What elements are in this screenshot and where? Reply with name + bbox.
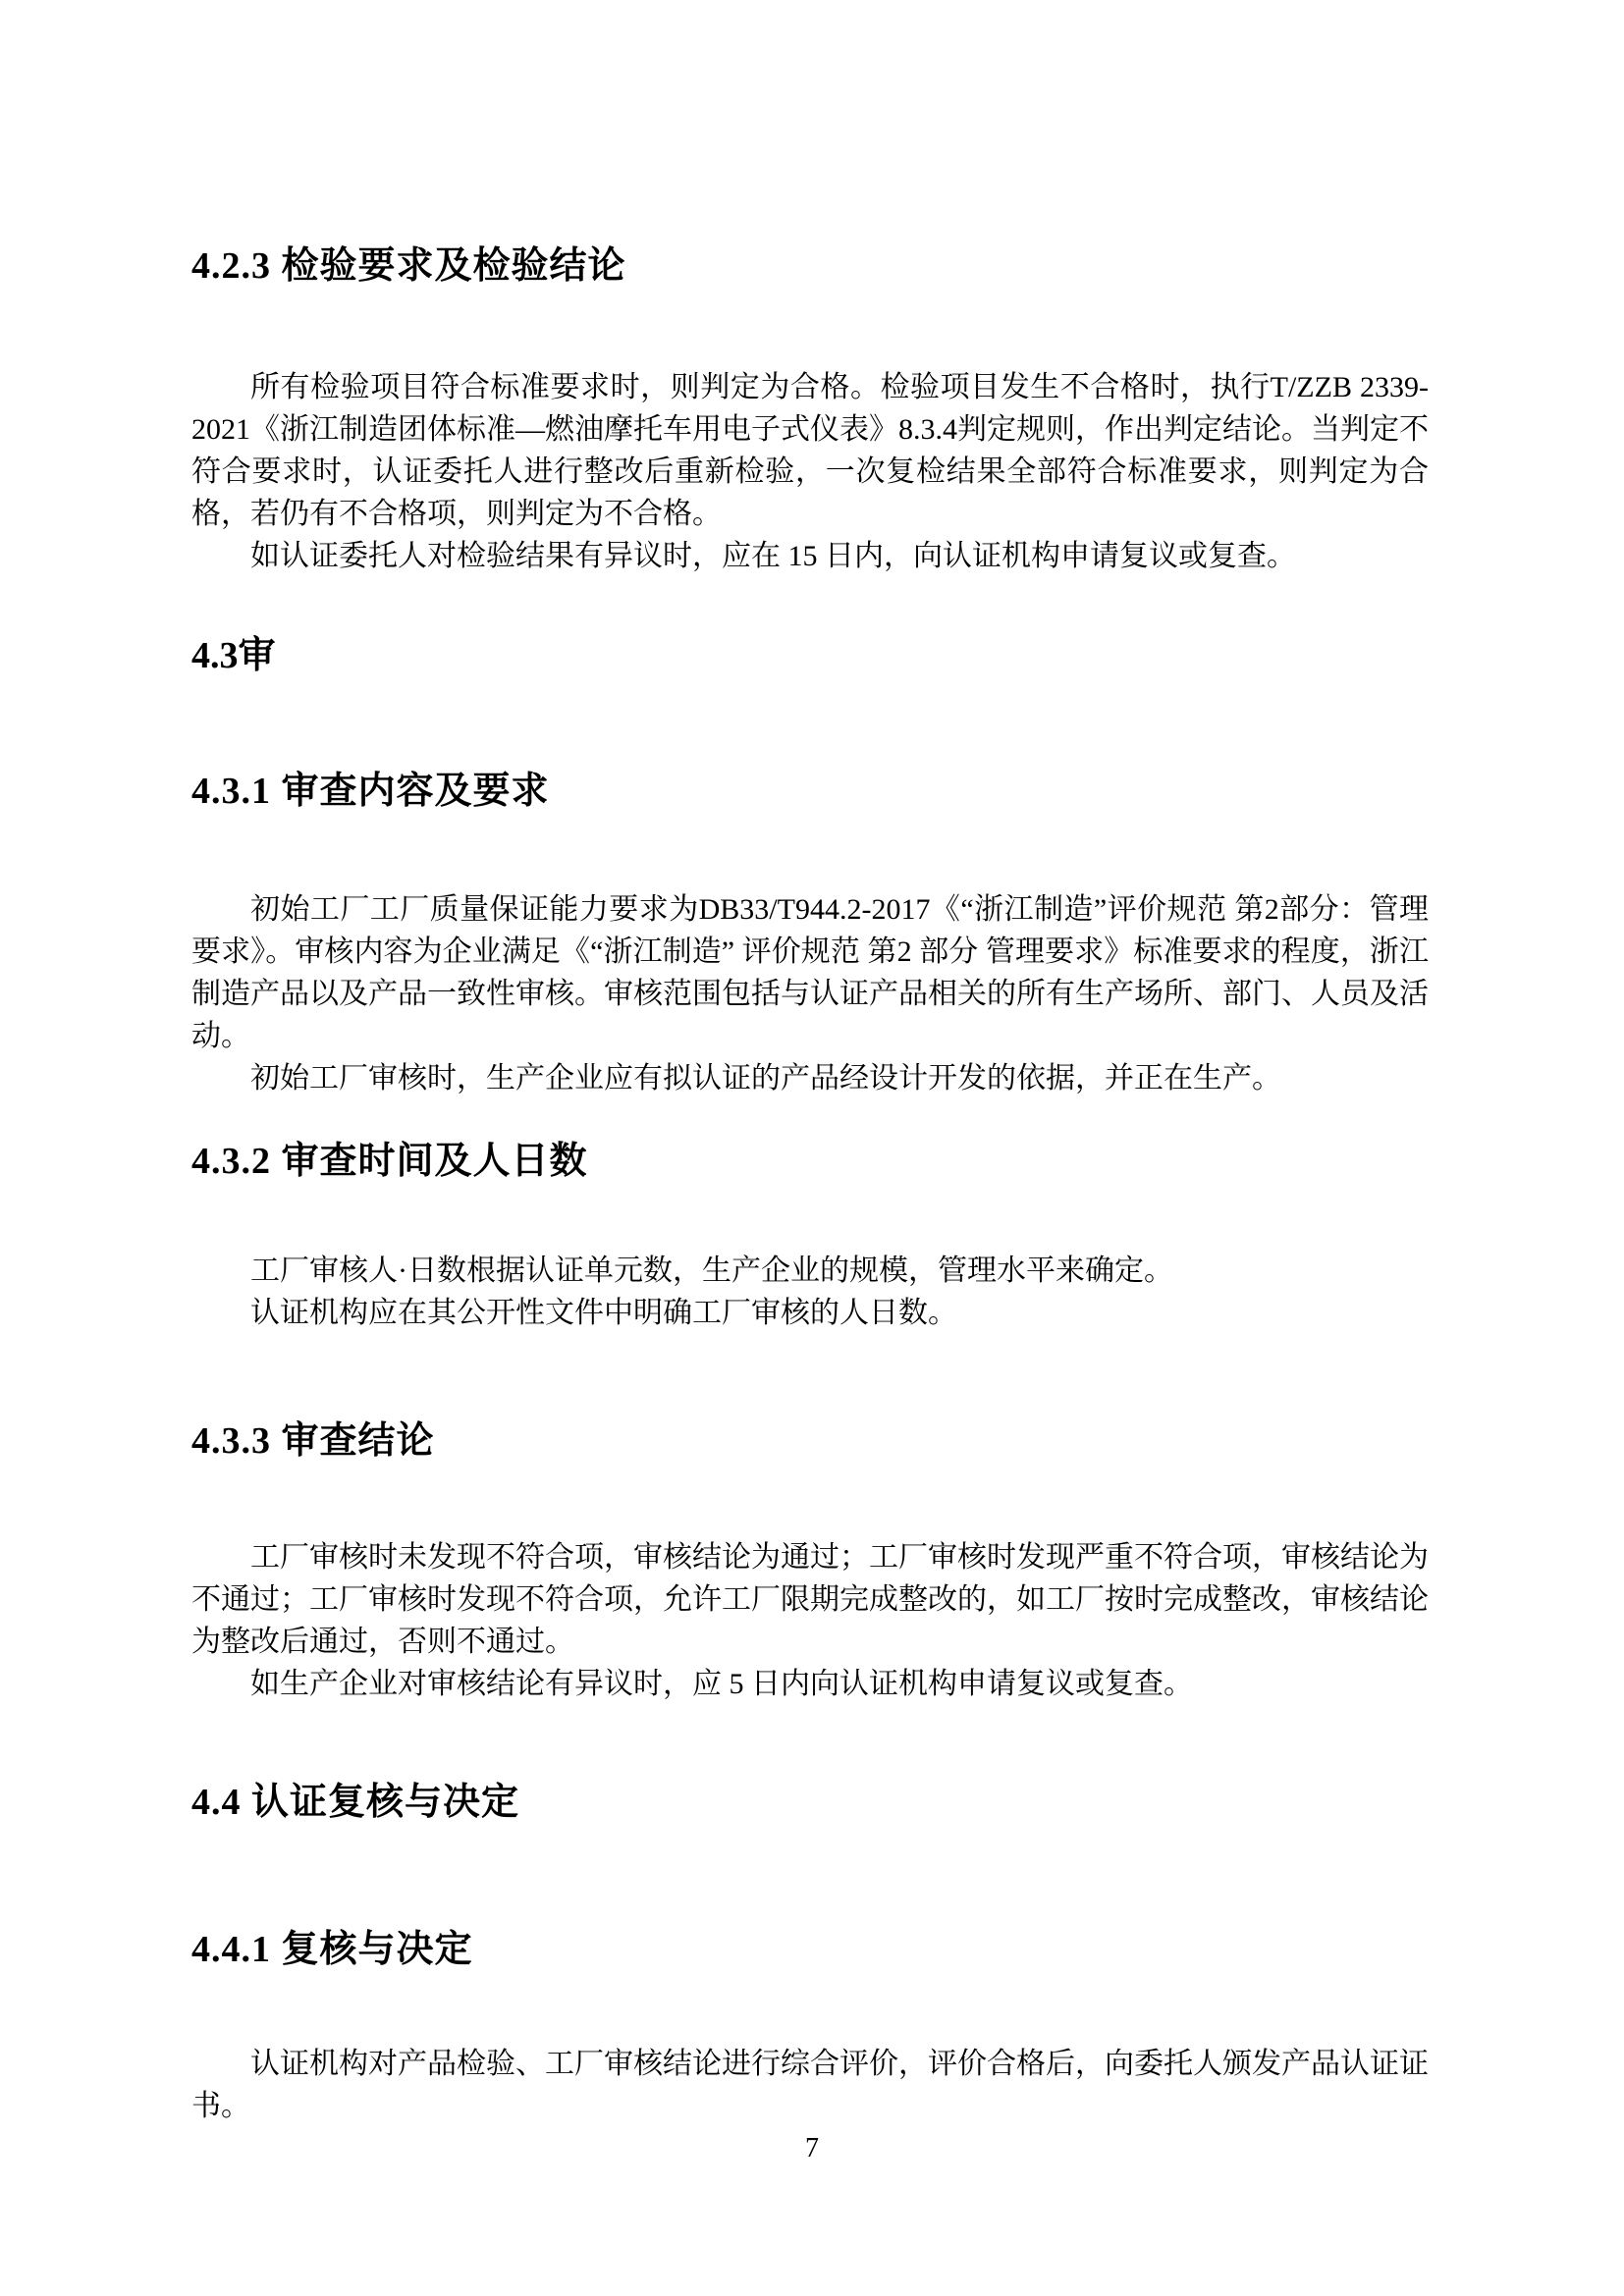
heading-4-3-1-audit-content: 4.3.1 审查内容及要求 bbox=[191, 771, 550, 812]
page-number: 7 bbox=[805, 2133, 819, 2163]
paragraph-inspection-objection: 如认证委托人对检验结果有异议时，应在 15 日内，向认证机构申请复议或复查。 bbox=[250, 540, 1296, 572]
heading-4-4-certification-review-decision: 4.4 认证复核与决定 bbox=[191, 1782, 520, 1823]
paragraph-public-document-man-days: 认证机构应在其公开性文件中明确工厂审核的人日数。 bbox=[250, 1297, 957, 1329]
heading-4-3-audit: 4.3审 bbox=[191, 635, 276, 676]
section-4-4-1-body bbox=[191, 2043, 1429, 2127]
heading-4-2-3-inspection-requirements: 4.2.3 检验要求及检验结论 bbox=[191, 245, 626, 287]
paragraph-initial-factory-audit: 初始工厂审核时，生产企业应有拟认证的产品经设计开发的依据，并正在生产。 bbox=[250, 1062, 1281, 1095]
heading-4-3-2-audit-time: 4.3.2 审查时间及人日数 bbox=[191, 1141, 588, 1182]
heading-4-3-3-audit-conclusion: 4.3.3 审查结论 bbox=[191, 1420, 435, 1462]
section-4-3-3-body bbox=[191, 1536, 1429, 1705]
paragraph-audit-conclusion-rules: 工厂审核时未发现不符合项，审核结论为通过；工厂审核时发现严重不符合项，审核结论为不通过；工厂审核时发现不符合项，允许工厂限期完成整改的，如工厂按时完成整改，审核结论为整改后通过，否则不通过。 bbox=[191, 1541, 1429, 1658]
paragraph-audit-objection: 如生产企业对审核结论有异议时，应 5 日内向认证机构申请复议或复查。 bbox=[250, 1668, 1193, 1700]
heading-4-4-1-review-decision: 4.4.1 复核与决定 bbox=[191, 1929, 473, 1970]
section-4-3-1-body bbox=[191, 888, 1429, 1099]
paragraph-audit-man-days: 工厂审核人·日数根据认证单元数，生产企业的规模，管理水平来确定。 bbox=[250, 1255, 1173, 1287]
section-4-3-2-body bbox=[191, 1250, 1429, 1334]
paragraph-audit-content-requirements: 初始工厂工厂质量保证能力要求为DB33/T944.2-2017《“浙江制造”评价规范 第2部分：管理要求》。审核内容为企业满足《“浙江制造” 评价规范 第2 部分 管理要求》标准要求的程度，浙江制造产品以及产品一致性审核。审核范围包括与认证产品相关的所有生产场所、部门、人员及活动。 bbox=[191, 893, 1429, 1052]
paragraph-inspection-judgement: 所有检验项目符合标准要求时，则判定为合格。检验项目发生不合格时，执行T/ZZB 2339-2021《浙江制造团体标准—燃油摩托车用电子式仪表》8.3.4判定规则，作出判定结论。当判定不符合要求时，认证委托人进行整改后重新检验，一次复检结果全部符合标准要求，则判定为合格，若仍有不合格项，则判定为不合格。 bbox=[191, 371, 1429, 530]
section-4-2-3-body bbox=[191, 366, 1429, 577]
paragraph-comprehensive-evaluation: 认证机构对产品检验、工厂审核结论进行综合评价，评价合格后，向委托人颁发产品认证证书。 bbox=[191, 2048, 1429, 2122]
